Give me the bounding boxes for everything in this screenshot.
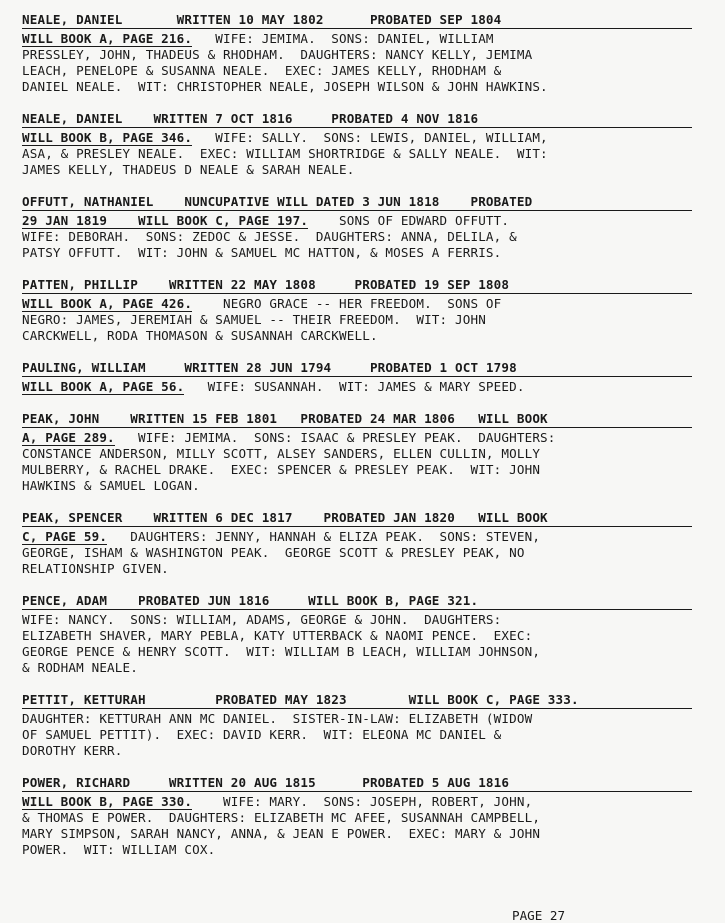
entry-line: NEGRO: JAMES, JEREMIAH & SAMUEL -- THEIR FREEDOM. WIT: JOHN bbox=[22, 312, 486, 327]
will-entry bbox=[22, 12, 702, 95]
entry-line: GEORGE PENCE & HENRY SCOTT. WIT: WILLIAM B LEACH, WILLIAM JOHNSON, bbox=[22, 644, 541, 659]
entry-line: LEACH, PENELOPE & SUSANNA NEALE. EXEC: JAMES KELLY, RHODHAM & bbox=[22, 63, 502, 78]
entry-line bbox=[22, 296, 702, 312]
will-entry bbox=[22, 510, 702, 577]
entry-heading: NEALE, DANIEL WRITTEN 10 MAY 1802 PROBATED SEP 1804 bbox=[22, 12, 692, 29]
page-number: PAGE 27 bbox=[512, 908, 566, 923]
entry-line: HAWKINS & SAMUEL LOGAN. bbox=[22, 478, 200, 493]
entry-line bbox=[22, 130, 702, 146]
entry-heading: POWER, RICHARD WRITTEN 20 AUG 1815 PROBATED 5 AUG 1816 bbox=[22, 775, 692, 792]
will-book-reference: WILL BOOK A, PAGE 56. bbox=[22, 379, 185, 394]
will-book-reference: WILL BOOK A, PAGE 426. bbox=[22, 296, 193, 311]
will-book-reference: 29 JAN 1819 WILL BOOK C, PAGE 197. bbox=[22, 213, 309, 228]
entry-line: JAMES KELLY, THADEUS D NEALE & SARAH NEALE. bbox=[22, 162, 355, 177]
entry-line: PATSY OFFUTT. WIT: JOHN & SAMUEL MC HATTON, & MOSES A FERRIS. bbox=[22, 245, 502, 260]
entry-line: MARY SIMPSON, SARAH NANCY, ANNA, & JEAN E POWER. EXEC: MARY & JOHN bbox=[22, 826, 541, 841]
entry-line: ELIZABETH SHAVER, MARY PEBLA, KATY UTTERBACK & NAOMI PENCE. EXEC: bbox=[22, 628, 533, 643]
entry-text: DAUGHTERS: JENNY, HANNAH & ELIZA PEAK. SONS: STEVEN, bbox=[107, 529, 541, 544]
will-entry bbox=[22, 277, 702, 344]
will-book-reference: A, PAGE 289. bbox=[22, 430, 115, 445]
will-entry bbox=[22, 360, 702, 395]
entry-text: WIFE: JEMIMA. SONS: ISAAC & PRESLEY PEAK. DAUGHTERS: bbox=[114, 430, 556, 445]
entry-line bbox=[22, 213, 702, 229]
will-entry bbox=[22, 692, 702, 759]
will-entry bbox=[22, 111, 702, 178]
entry-line: WIFE: DEBORAH. SONS: ZEDOC & JESSE. DAUGHTERS: ANNA, DELILA, & bbox=[22, 229, 517, 244]
entry-line bbox=[22, 379, 702, 395]
entry-heading: PEAK, SPENCER WRITTEN 6 DEC 1817 PROBATED JAN 1820 WILL BOOK bbox=[22, 510, 692, 527]
entry-text: NEGRO GRACE -- HER FREEDOM. SONS OF bbox=[192, 296, 502, 311]
document-page bbox=[22, 12, 702, 874]
entry-heading: PATTEN, PHILLIP WRITTEN 22 MAY 1808 PROBATED 19 SEP 1808 bbox=[22, 277, 692, 294]
entry-line bbox=[22, 430, 702, 446]
entry-line: WIFE: NANCY. SONS: WILLIAM, ADAMS, GEORGE & JOHN. DAUGHTERS: bbox=[22, 612, 502, 627]
entry-line: DOROTHY KERR. bbox=[22, 743, 123, 758]
entry-text: WIFE: JEMIMA. SONS: DANIEL, WILLIAM bbox=[192, 31, 494, 46]
will-entry bbox=[22, 411, 702, 494]
will-book-reference: WILL BOOK A, PAGE 216. bbox=[22, 31, 193, 46]
entry-line: DAUGHTER: KETTURAH ANN MC DANIEL. SISTER-IN-LAW: ELIZABETH (WIDOW bbox=[22, 711, 533, 726]
entry-text: SONS OF EDWARD OFFUTT. bbox=[308, 213, 510, 228]
entry-text: WIFE: MARY. SONS: JOSEPH, ROBERT, JOHN, bbox=[192, 794, 533, 809]
entry-line: CONSTANCE ANDERSON, MILLY SCOTT, ALSEY SANDERS, ELLEN CULLIN, MOLLY bbox=[22, 446, 541, 461]
will-entry bbox=[22, 593, 702, 676]
entry-line: RELATIONSHIP GIVEN. bbox=[22, 561, 169, 576]
entry-line: CARCKWELL, RODA THOMASON & SUSANNAH CARCKWELL. bbox=[22, 328, 378, 343]
entry-line: OF SAMUEL PETTIT). EXEC: DAVID KERR. WIT: ELEONA MC DANIEL & bbox=[22, 727, 502, 742]
entry-line bbox=[22, 794, 702, 810]
entry-heading: PENCE, ADAM PROBATED JUN 1816 WILL BOOK B, PAGE 321. bbox=[22, 593, 692, 610]
entry-line: POWER. WIT: WILLIAM COX. bbox=[22, 842, 216, 857]
entry-line bbox=[22, 31, 702, 47]
entry-line bbox=[22, 529, 702, 545]
entry-heading: PEAK, JOHN WRITTEN 15 FEB 1801 PROBATED 24 MAR 1806 WILL BOOK bbox=[22, 411, 692, 428]
entry-line: PRESSLEY, JOHN, THADEUS & RHODHAM. DAUGHTERS: NANCY KELLY, JEMIMA bbox=[22, 47, 533, 62]
will-entry bbox=[22, 775, 702, 858]
entry-heading: OFFUTT, NATHANIEL NUNCUPATIVE WILL DATED 3 JUN 1818 PROBATED bbox=[22, 194, 692, 211]
entry-line: ASA, & PRESLEY NEALE. EXEC: WILLIAM SHORTRIDGE & SALLY NEALE. WIT: bbox=[22, 146, 548, 161]
will-book-reference: WILL BOOK B, PAGE 330. bbox=[22, 794, 193, 809]
will-book-reference: C, PAGE 59. bbox=[22, 529, 108, 544]
entry-line: MULBERRY, & RACHEL DRAKE. EXEC: SPENCER & PRESLEY PEAK. WIT: JOHN bbox=[22, 462, 541, 477]
entry-heading: PAULING, WILLIAM WRITTEN 28 JUN 1794 PROBATED 1 OCT 1798 bbox=[22, 360, 692, 377]
entry-text: WIFE: SALLY. SONS: LEWIS, DANIEL, WILLIAM, bbox=[192, 130, 548, 145]
entry-line: DANIEL NEALE. WIT: CHRISTOPHER NEALE, JOSEPH WILSON & JOHN HAWKINS. bbox=[22, 79, 548, 94]
entry-line: & THOMAS E POWER. DAUGHTERS: ELIZABETH MC AFEE, SUSANNAH CAMPBELL, bbox=[22, 810, 541, 825]
will-book-reference: WILL BOOK B, PAGE 346. bbox=[22, 130, 193, 145]
entry-heading: PETTIT, KETTURAH PROBATED MAY 1823 WILL BOOK C, PAGE 333. bbox=[22, 692, 692, 709]
entry-line: & RODHAM NEALE. bbox=[22, 660, 138, 675]
will-entry bbox=[22, 194, 702, 261]
entry-text: WIFE: SUSANNAH. WIT: JAMES & MARY SPEED. bbox=[184, 379, 525, 394]
entry-line: GEORGE, ISHAM & WASHINGTON PEAK. GEORGE SCOTT & PRESLEY PEAK, NO bbox=[22, 545, 525, 560]
entry-heading: NEALE, DANIEL WRITTEN 7 OCT 1816 PROBATED 4 NOV 1816 bbox=[22, 111, 692, 128]
